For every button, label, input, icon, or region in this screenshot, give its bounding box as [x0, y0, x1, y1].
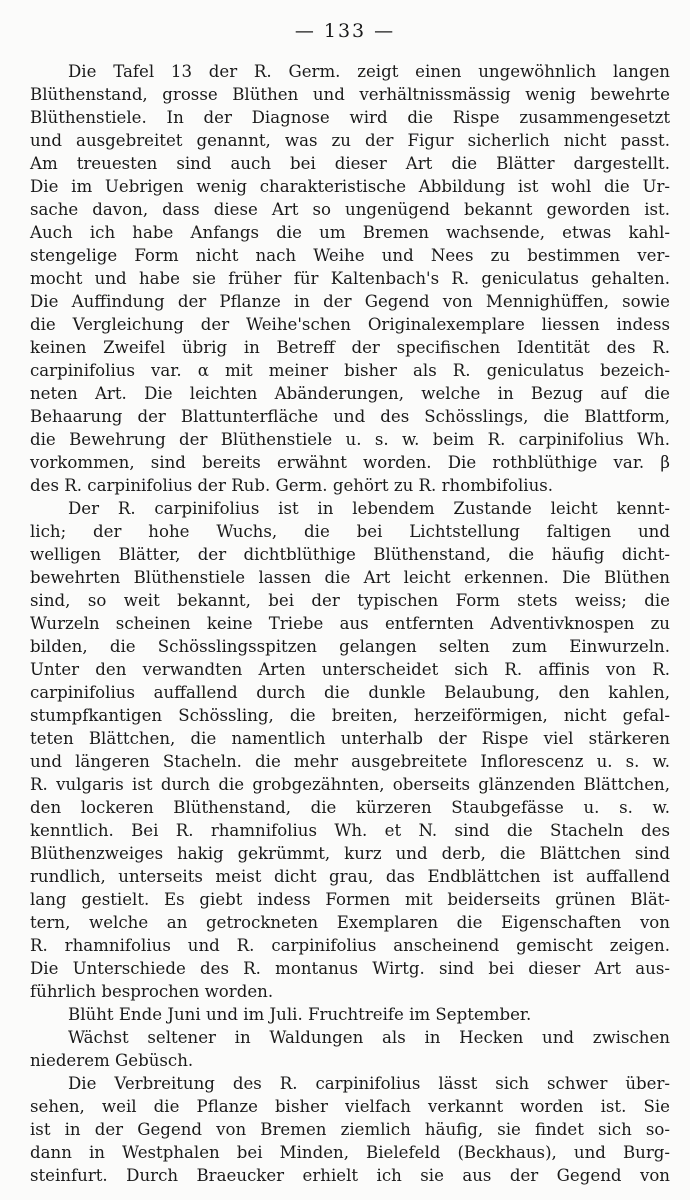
- text-line: Blüht Ende Juni und im Juli. Fruchtreife im September.: [68, 1005, 532, 1024]
- text-line: führlich besprochen worden.: [30, 982, 274, 1001]
- text-line: und ausgebreitet genannt, was zu der Figur sicherlich nicht passt.: [30, 131, 670, 150]
- text-line: ist in der Gegend von Bremen ziemlich häufig, sie findet sich so-: [30, 1120, 670, 1139]
- text-line: des R. carpinifolius der Rub. Germ. gehört zu R. rhombifolius.: [30, 476, 554, 495]
- text-line: die Vergleichung der Weihe'schen Originalexemplare liessen indess: [30, 315, 670, 334]
- text-line: Die Unterschiede des R. montanus Wirtg. sind bei dieser Art aus-: [30, 959, 670, 978]
- text-line: rundlich, unterseits meist dicht grau, das Endblättchen ist auffallend: [30, 867, 670, 886]
- text-line: stumpfkantigen Schössling, die breiten, herzeiförmigen, nicht gefal-: [30, 706, 670, 725]
- text-line: sehen, weil die Pflanze bisher vielfach verkannt worden ist. Sie: [30, 1097, 670, 1116]
- text-line: Die Tafel 13 der R. Germ. zeigt einen ungewöhnlich langen: [68, 62, 670, 81]
- text-line: dann in Westphalen bei Minden, Bielefeld (Beckhaus), und Burg-: [30, 1143, 670, 1162]
- text-line: sache davon, dass diese Art so ungenügend bekannt geworden ist.: [30, 200, 670, 219]
- text-line: Die im Uebrigen wenig charakteristische Abbildung ist wohl die Ur-: [30, 177, 670, 196]
- text-line: steinfurt. Durch Braeucker erhielt ich sie aus der Gegend von: [30, 1166, 670, 1185]
- text-line: Behaarung der Blattunterfläche und des Schösslings, die Blattform,: [30, 407, 670, 426]
- text-line: Unter den verwandten Arten unterscheidet sich R. affinis von R.: [30, 660, 670, 679]
- text-line: R. vulgaris ist durch die grobgezähnten, oberseits glänzenden Blättchen,: [30, 775, 670, 794]
- text-line: lang gestielt. Es giebt indess Formen mit beiderseits grünen Blät-: [30, 890, 670, 909]
- text-line: niederem Gebüsch.: [30, 1051, 194, 1070]
- text-line: carpinifolius auffallend durch die dunkle Belaubung, den kahlen,: [30, 683, 670, 702]
- text-line: bilden, die Schösslingsspitzen gelangen selten zum Einwurzeln.: [30, 637, 670, 656]
- text-line: stengelige Form nicht nach Weihe und Nees zu bestimmen ver-: [30, 246, 670, 265]
- text-line: tern, welche an getrockneten Exemplaren die Eigenschaften von: [30, 913, 670, 932]
- text-line: vorkommen, sind bereits erwähnt worden. Die rothblüthige var. β: [30, 453, 670, 472]
- text-line: neten Art. Die leichten Abänderungen, welche in Bezug auf die: [30, 384, 670, 403]
- text-line: Blüthenstand, grosse Blüthen und verhältnissmässig wenig bewehrte: [30, 85, 670, 104]
- text-line: und längeren Stacheln. die mehr ausgebreitete Inflorescenz u. s. w.: [30, 752, 670, 771]
- page-number: — 133 —: [294, 20, 396, 42]
- text-line: mocht und habe sie früher für Kaltenbach's R. geniculatus gehalten.: [30, 269, 670, 288]
- text-line: R. rhamnifolius und R. carpinifolius anscheinend gemischt zeigen.: [30, 936, 670, 955]
- text-line: den lockeren Blüthenstand, die kürzeren Staubgefässe u. s. w.: [30, 798, 670, 817]
- text-line: kenntlich. Bei R. rhamnifolius Wh. et N. sind die Stacheln des: [30, 821, 670, 840]
- text-line: welligen Blätter, der dichtblüthige Blüthenstand, die häufig dicht-: [30, 545, 670, 564]
- text-line: carpinifolius var. α mit meiner bisher als R. geniculatus bezeich-: [30, 361, 670, 380]
- text-line: die Bewehrung der Blüthenstiele u. s. w. beim R. carpinifolius Wh.: [30, 430, 670, 449]
- text-line: keinen Zweifel übrig in Betreff der specifischen Identität des R.: [30, 338, 670, 357]
- text-line: Der R. carpinifolius ist in lebendem Zustande leicht kennt-: [68, 499, 670, 518]
- text-line: Auch ich habe Anfangs die um Bremen wachsende, etwas kahl-: [30, 223, 670, 242]
- text-line: Blüthenstiele. In der Diagnose wird die Rispe zusammengesetzt: [30, 108, 670, 127]
- text-line: sind, so weit bekannt, bei der typischen Form stets weiss; die: [30, 591, 670, 610]
- text-line: bewehrten Blüthenstiele lassen die Art leicht erkennen. Die Blüthen: [30, 568, 670, 587]
- text-line: Wurzeln scheinen keine Triebe aus entfernten Adventivknospen zu: [30, 614, 670, 633]
- text-line: teten Blättchen, die namentlich unterhalb der Rispe viel stärkeren: [30, 729, 670, 748]
- text-line: Die Verbreitung des R. carpinifolius lässt sich schwer über-: [68, 1074, 670, 1093]
- body-text: [30, 60, 670, 1187]
- text-line: Am treuesten sind auch bei dieser Art die Blätter dargestellt.: [30, 154, 670, 173]
- text-line: Blüthenzweiges hakig gekrümmt, kurz und derb, die Blättchen sind: [30, 844, 670, 863]
- text-line: Die Auffindung der Pflanze in der Gegend von Mennighüffen, sowie: [30, 292, 670, 311]
- text-line: Wächst seltener in Waldungen als in Hecken und zwischen: [68, 1028, 670, 1047]
- text-line: lich; der hohe Wuchs, die bei Lichtstellung faltigen und: [30, 522, 670, 541]
